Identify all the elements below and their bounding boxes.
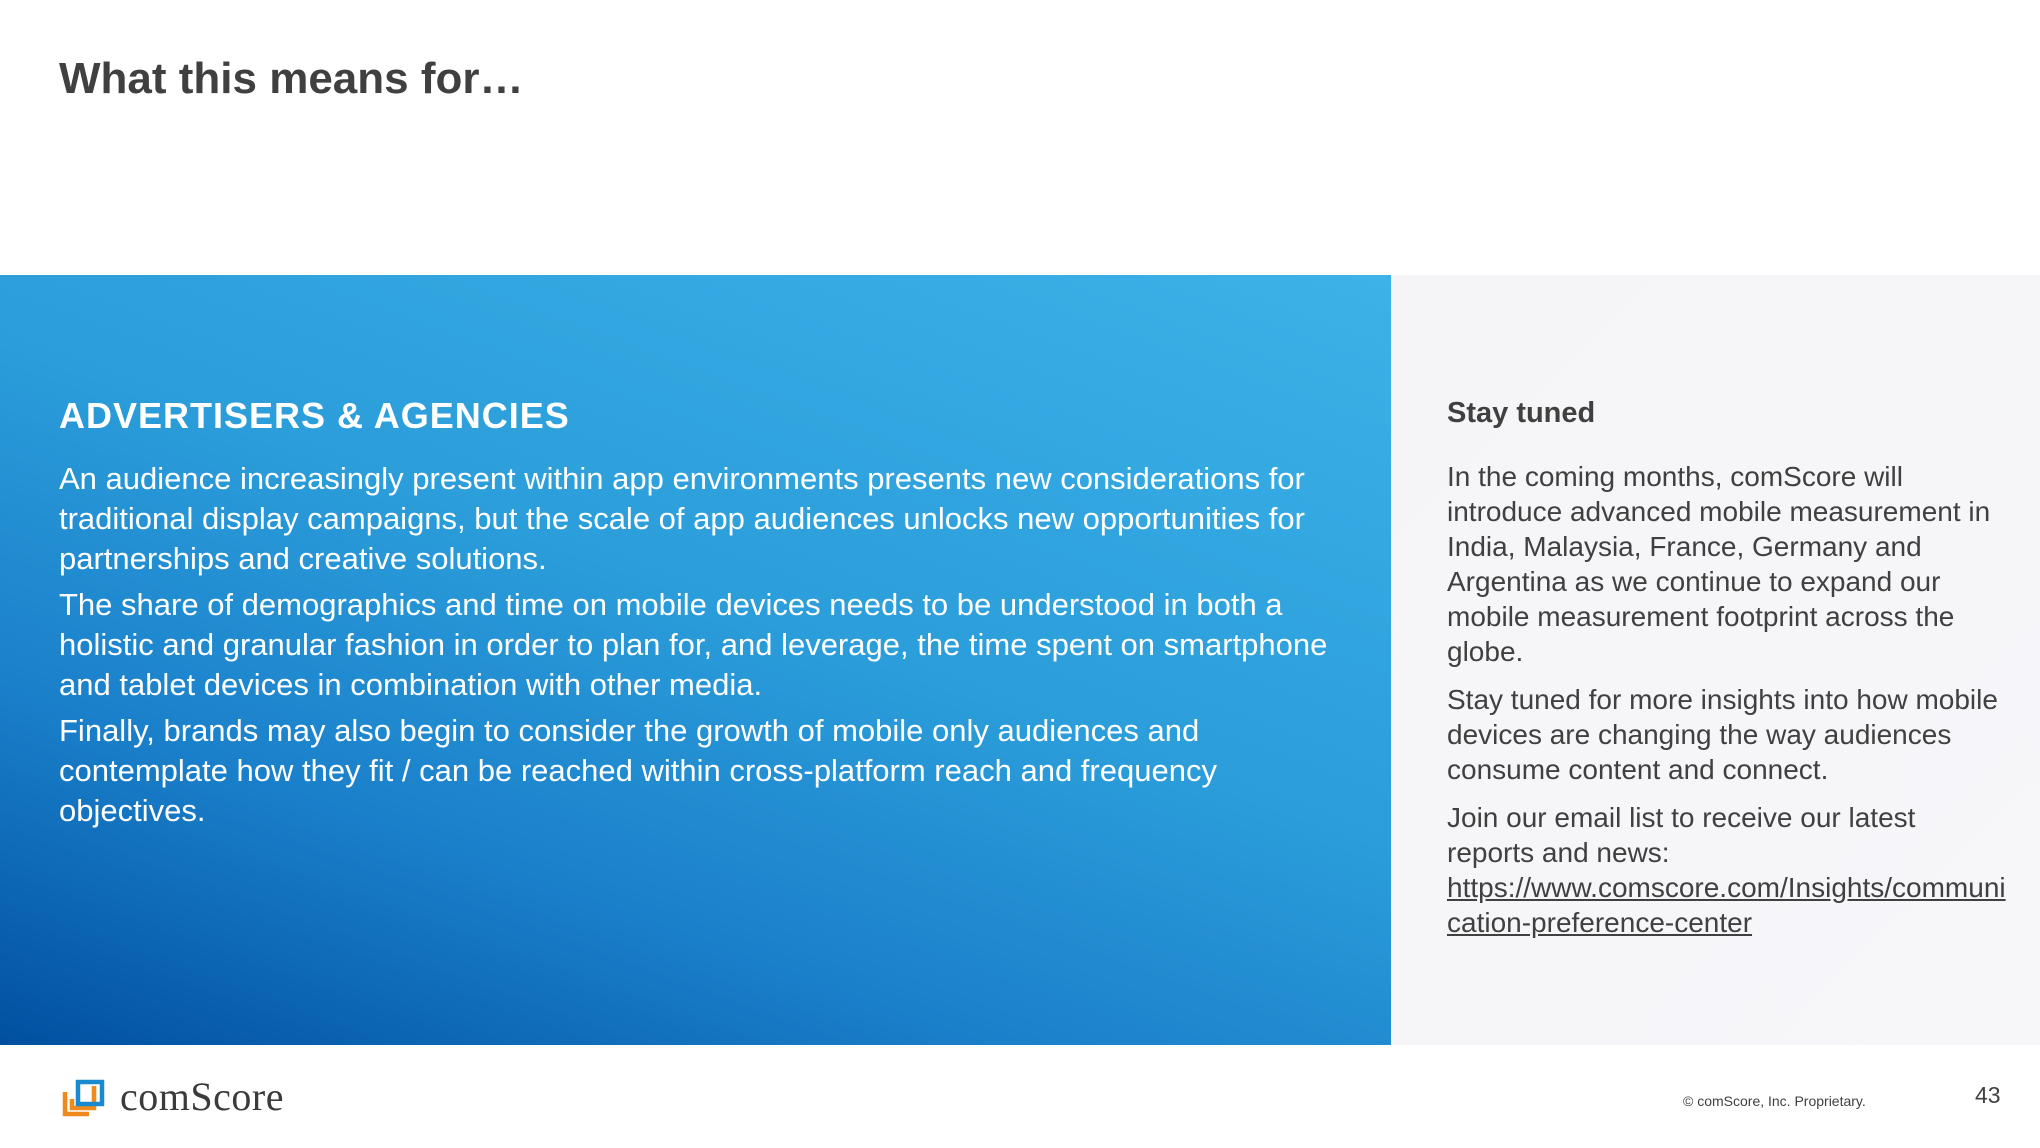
page-number: 43 xyxy=(1975,1082,2001,1108)
comscore-logo-icon xyxy=(62,1074,106,1118)
sidebar-paragraph-coming-months: In the coming months, comScore will introduce advanced mobile measurement in India, Malaysia, France, Germany and Argentina as we continue to expand our mobile measurement footprint across the globe. xyxy=(1447,461,1991,667)
copyright-notice: © comScore, Inc. Proprietary. xyxy=(1683,1093,1866,1109)
advertisers-panel xyxy=(0,275,1391,1045)
comscore-logo xyxy=(62,1074,284,1118)
logo-wordmark: comScore xyxy=(120,1073,284,1119)
slide-title: What this means for… xyxy=(59,54,524,103)
stay-tuned-heading: Stay tuned xyxy=(1447,397,1596,429)
stay-tuned-panel xyxy=(1391,275,2040,1045)
preference-center-link[interactable]: https://www.comscore.com/Insights/communication-preference-center xyxy=(1447,872,2006,938)
email-list-text: Join our email list to receive our latest reports and news: xyxy=(1447,802,1916,868)
paragraph-mobile-only: Finally, brands may also begin to consider the growth of mobile only audiences and contemplate how they fit / can be reached within cross-platform reach and frequency objectives. xyxy=(59,713,1217,828)
stay-tuned-content xyxy=(1447,397,2007,953)
sidebar-paragraph-email xyxy=(1447,800,2007,940)
advertisers-content xyxy=(59,395,1339,837)
section-heading: ADVERTISERS & AGENCIES xyxy=(59,395,570,436)
paragraph-demographics: The share of demographics and time on mobile devices needs to be understood in both a holistic and granular fashion in order to plan for, and leverage, the time spent on smartphone and tablet devices in combination with other media. xyxy=(59,587,1328,702)
paragraph-app-environments: An audience increasingly present within app environments presents new considerations for traditional display campaigns, but the scale of app audiences unlocks new opportunities for partnerships and creative solutions. xyxy=(59,461,1305,576)
sidebar-paragraph-insights: Stay tuned for more insights into how mobile devices are changing the way audiences consume content and connect. xyxy=(1447,684,1998,785)
